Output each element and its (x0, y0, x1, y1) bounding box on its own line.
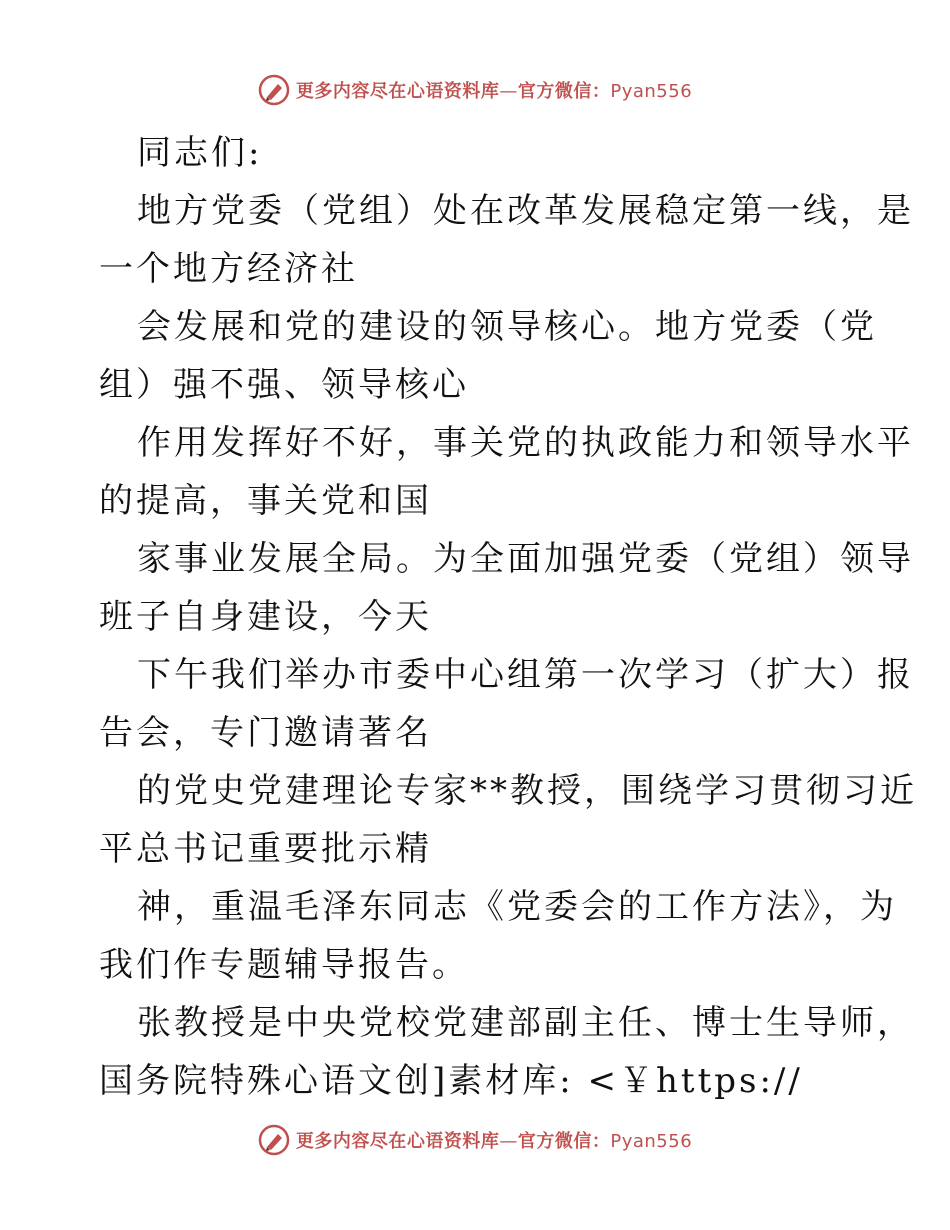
watermark-text: 更多内容尽在心语资料库—官方微信：Pyan556 (295, 81, 693, 102)
paragraph-line: 平总书记重要批示精 (99, 829, 432, 869)
paragraph-line: 下午我们举办市委中心组第一次学习（扩大）报 (137, 655, 914, 695)
paragraph-line: 张教授是中央党校党建部副主任、博士生导师， (137, 1003, 914, 1043)
paragraph-line: 国务院特殊心语文创]素材库: <￥https:// (99, 1061, 803, 1101)
pen-logo-icon (258, 1124, 290, 1156)
paragraph-line: 组）强不强、领导核心 (99, 365, 469, 405)
footer-watermark (0, 1122, 950, 1158)
paragraph-line: 家事业发展全局。为全面加强党委（党组）领导 (137, 539, 914, 579)
paragraph-line: 的提高，事关党和国 (99, 481, 432, 521)
header-watermark (0, 72, 950, 108)
pen-logo-icon (258, 74, 290, 106)
paragraph-line: 会发展和党的建设的领导核心。地方党委（党 (137, 307, 877, 347)
paragraph-line: 一个地方经济社 (99, 249, 358, 289)
paragraph-line: 我们作专题辅导报告。 (99, 945, 469, 985)
paragraph-line: 的党史党建理论专家**教授，围绕学习贯彻习近 (137, 771, 917, 811)
paragraph-line: 作用发挥好不好，事关党的执政能力和领导水平 (137, 423, 914, 463)
paragraph-line: 地方党委（党组）处在改革发展稳定第一线，是 (137, 191, 914, 231)
paragraph-line: 班子自身建设，今天 (99, 597, 432, 637)
paragraph-line: 神，重温毛泽东同志《党委会的工作方法》，为 (137, 887, 897, 927)
document-body (99, 124, 917, 1110)
paragraph-line: 告会，专门邀请著名 (99, 713, 432, 753)
paragraph-line: 同志们: (137, 133, 263, 173)
watermark-text: 更多内容尽在心语资料库—官方微信：Pyan556 (295, 1131, 693, 1152)
